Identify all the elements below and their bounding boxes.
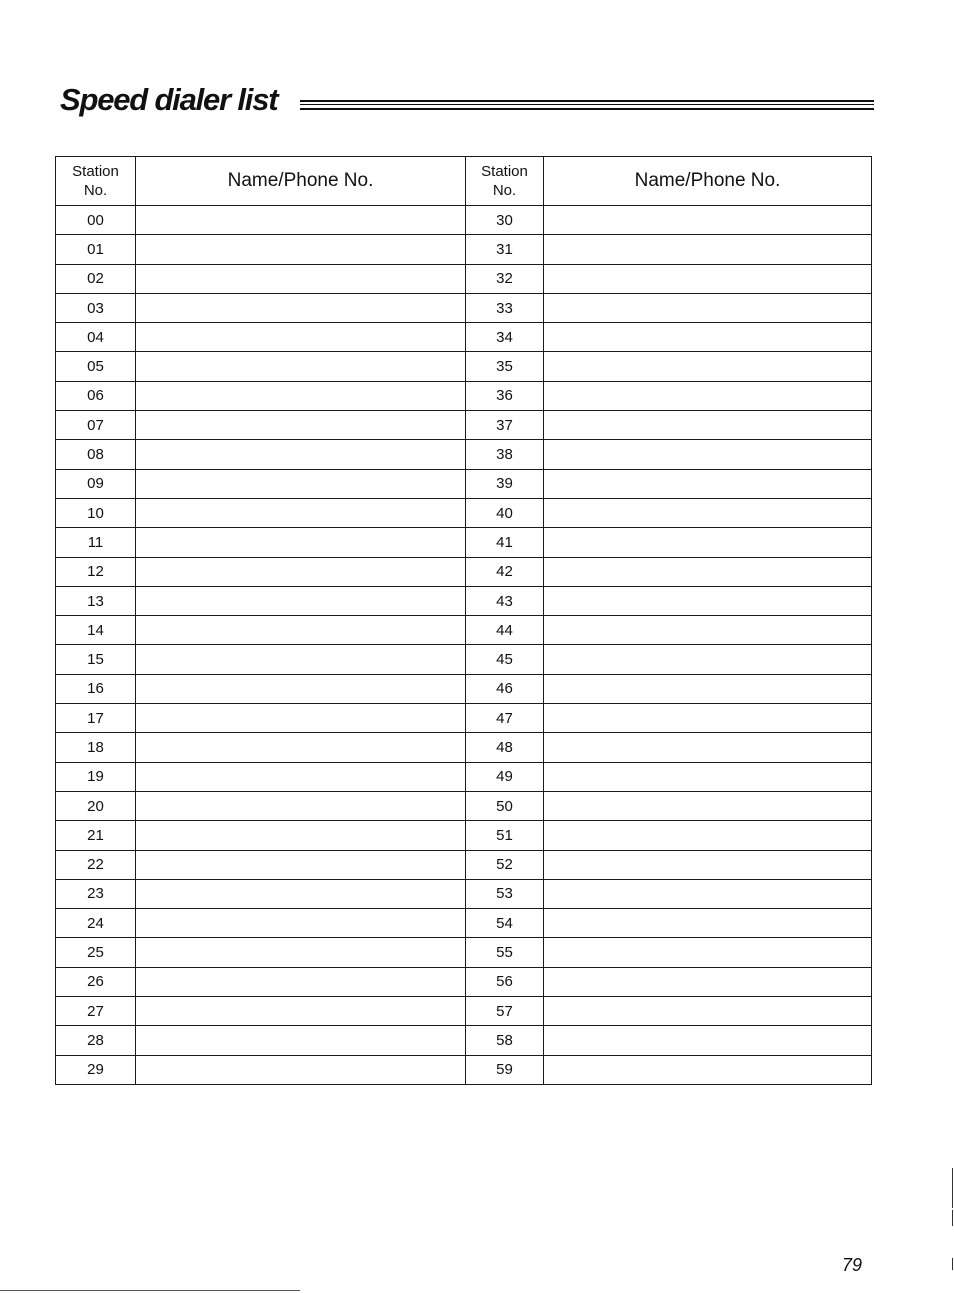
station-number-right: 33 [466,293,544,322]
station-number-left: 16 [56,674,136,703]
station-number-left: 24 [56,909,136,938]
name-phone-entry-left[interactable] [136,791,466,820]
name-phone-entry-right[interactable] [544,645,872,674]
name-phone-entry-left[interactable] [136,557,466,586]
table-row [56,381,872,410]
station-number-right: 56 [466,967,544,996]
station-number-left: 08 [56,440,136,469]
station-no-header-left [56,157,136,206]
station-number-left: 14 [56,616,136,645]
station-number-right: 48 [466,733,544,762]
station-number-right: 49 [466,762,544,791]
table-row [56,1055,872,1084]
page-header [60,80,874,120]
name-phone-entry-left[interactable] [136,352,466,381]
binding-mark [952,1168,953,1208]
station-number-left: 04 [56,323,136,352]
name-phone-entry-left[interactable] [136,997,466,1026]
name-phone-entry-right[interactable] [544,791,872,820]
station-number-left: 22 [56,850,136,879]
station-number-right: 51 [466,821,544,850]
name-phone-entry-left[interactable] [136,440,466,469]
name-phone-entry-left[interactable] [136,850,466,879]
station-number-right: 35 [466,352,544,381]
station-number-left: 29 [56,1055,136,1084]
name-phone-entry-left[interactable] [136,1055,466,1084]
name-phone-entry-right[interactable] [544,909,872,938]
name-phone-entry-left[interactable] [136,586,466,615]
name-phone-entry-right[interactable] [544,586,872,615]
table-row [56,264,872,293]
name-phone-entry-right[interactable] [544,733,872,762]
table-row [56,909,872,938]
name-phone-entry-left[interactable] [136,469,466,498]
station-number-left: 19 [56,762,136,791]
speed-dialer-table [55,156,872,1085]
table-row [56,967,872,996]
station-number-left: 23 [56,879,136,908]
table-row [56,791,872,820]
station-number-right: 43 [466,586,544,615]
bottom-rule [0,1290,300,1291]
name-phone-header-left: Name/Phone No. [136,157,466,206]
station-number-right: 59 [466,1055,544,1084]
station-number-right: 38 [466,440,544,469]
name-phone-entry-left[interactable] [136,645,466,674]
binding-mark [952,1210,953,1226]
name-phone-entry-left[interactable] [136,616,466,645]
page-title: Speed dialer list [60,82,278,117]
name-phone-entry-right[interactable] [544,997,872,1026]
name-phone-entry-left[interactable] [136,235,466,264]
name-phone-entry-left[interactable] [136,381,466,410]
name-phone-entry-right[interactable] [544,821,872,850]
station-number-left: 26 [56,967,136,996]
station-number-left: 12 [56,557,136,586]
name-phone-entry-right[interactable] [544,616,872,645]
station-number-right: 58 [466,1026,544,1055]
station-number-right: 57 [466,997,544,1026]
name-phone-entry-right[interactable] [544,879,872,908]
station-number-left: 10 [56,498,136,527]
station-number-left: 02 [56,264,136,293]
name-phone-entry-right[interactable] [544,381,872,410]
name-phone-entry-right[interactable] [544,293,872,322]
station-number-right: 30 [466,206,544,235]
station-number-right: 46 [466,674,544,703]
name-phone-entry-left[interactable] [136,1026,466,1055]
name-phone-entry-left[interactable] [136,762,466,791]
station-number-right: 36 [466,381,544,410]
name-phone-entry-left[interactable] [136,323,466,352]
station-number-right: 55 [466,938,544,967]
station-number-right: 45 [466,645,544,674]
table-row [56,997,872,1026]
table-row [56,498,872,527]
table-row [56,762,872,791]
table-row [56,850,872,879]
name-phone-entry-left[interactable] [136,967,466,996]
station-number-left: 05 [56,352,136,381]
name-phone-header-right: Name/Phone No. [544,157,872,206]
page-number: 79 [842,1255,863,1275]
name-phone-entry-right[interactable] [544,528,872,557]
station-number-left: 03 [56,293,136,322]
station-number-left: 21 [56,821,136,850]
table-row [56,557,872,586]
table-row [56,674,872,703]
table-row [56,1026,872,1055]
station-number-left: 17 [56,704,136,733]
station-number-left: 06 [56,381,136,410]
station-number-left: 28 [56,1026,136,1055]
station-number-left: 18 [56,733,136,762]
table-row [56,323,872,352]
binding-mark [952,1258,953,1270]
name-phone-entry-right[interactable] [544,674,872,703]
name-phone-entry-right[interactable] [544,352,872,381]
name-phone-entry-right[interactable] [544,498,872,527]
station-number-left: 13 [56,586,136,615]
name-phone-entry-right[interactable] [544,762,872,791]
station-number-left: 11 [56,528,136,557]
station-header-line1: Station [481,163,528,180]
station-number-left: 01 [56,235,136,264]
name-phone-entry-right[interactable] [544,440,872,469]
table-row [56,528,872,557]
title-rule [300,100,874,110]
name-phone-entry-right[interactable] [544,850,872,879]
table-row [56,235,872,264]
table-row [56,206,872,235]
station-number-right: 34 [466,323,544,352]
table-row [56,616,872,645]
station-number-right: 32 [466,264,544,293]
name-phone-entry-left[interactable] [136,411,466,440]
station-header-line2: No. [83,182,108,199]
name-phone-entry-right[interactable] [544,323,872,352]
station-number-left: 25 [56,938,136,967]
name-phone-entry-left[interactable] [136,879,466,908]
name-phone-entry-right[interactable] [544,411,872,440]
station-number-left: 20 [56,791,136,820]
name-phone-entry-right[interactable] [544,938,872,967]
station-header-line2: No. [492,182,517,199]
station-number-left: 09 [56,469,136,498]
table-header-row [56,157,872,206]
name-phone-entry-right[interactable] [544,1055,872,1084]
table-row [56,733,872,762]
name-phone-entry-left[interactable] [136,733,466,762]
station-number-right: 31 [466,235,544,264]
table-row [56,821,872,850]
table-row [56,411,872,440]
name-phone-entry-left[interactable] [136,674,466,703]
station-number-right: 54 [466,909,544,938]
name-phone-entry-left[interactable] [136,938,466,967]
station-number-right: 53 [466,879,544,908]
station-number-left: 15 [56,645,136,674]
name-phone-entry-left[interactable] [136,704,466,733]
station-number-right: 37 [466,411,544,440]
name-phone-entry-right[interactable] [544,1026,872,1055]
name-phone-entry-right[interactable] [544,235,872,264]
station-number-right: 47 [466,704,544,733]
station-header-line1: Station [72,163,119,180]
station-number-left: 27 [56,997,136,1026]
name-phone-entry-right[interactable] [544,704,872,733]
table-row [56,293,872,322]
name-phone-entry-left[interactable] [136,821,466,850]
station-no-header-right [466,157,544,206]
table-row [56,938,872,967]
name-phone-entry-left[interactable] [136,528,466,557]
name-phone-entry-right[interactable] [544,967,872,996]
station-number-right: 41 [466,528,544,557]
name-phone-entry-right[interactable] [544,557,872,586]
table-row [56,586,872,615]
table-row [56,469,872,498]
name-phone-entry-left[interactable] [136,206,466,235]
table-row [56,704,872,733]
name-phone-entry-left[interactable] [136,498,466,527]
table-row [56,645,872,674]
station-number-left: 00 [56,206,136,235]
station-number-right: 52 [466,850,544,879]
station-number-right: 39 [466,469,544,498]
name-phone-entry-right[interactable] [544,264,872,293]
station-number-right: 44 [466,616,544,645]
table-row [56,879,872,908]
name-phone-entry-right[interactable] [544,206,872,235]
station-number-right: 42 [466,557,544,586]
table-body [56,206,872,1085]
name-phone-entry-left[interactable] [136,264,466,293]
table-row [56,440,872,469]
table-row [56,352,872,381]
station-number-left: 07 [56,411,136,440]
name-phone-entry-left[interactable] [136,909,466,938]
station-number-right: 50 [466,791,544,820]
station-number-right: 40 [466,498,544,527]
name-phone-entry-left[interactable] [136,293,466,322]
name-phone-entry-right[interactable] [544,469,872,498]
